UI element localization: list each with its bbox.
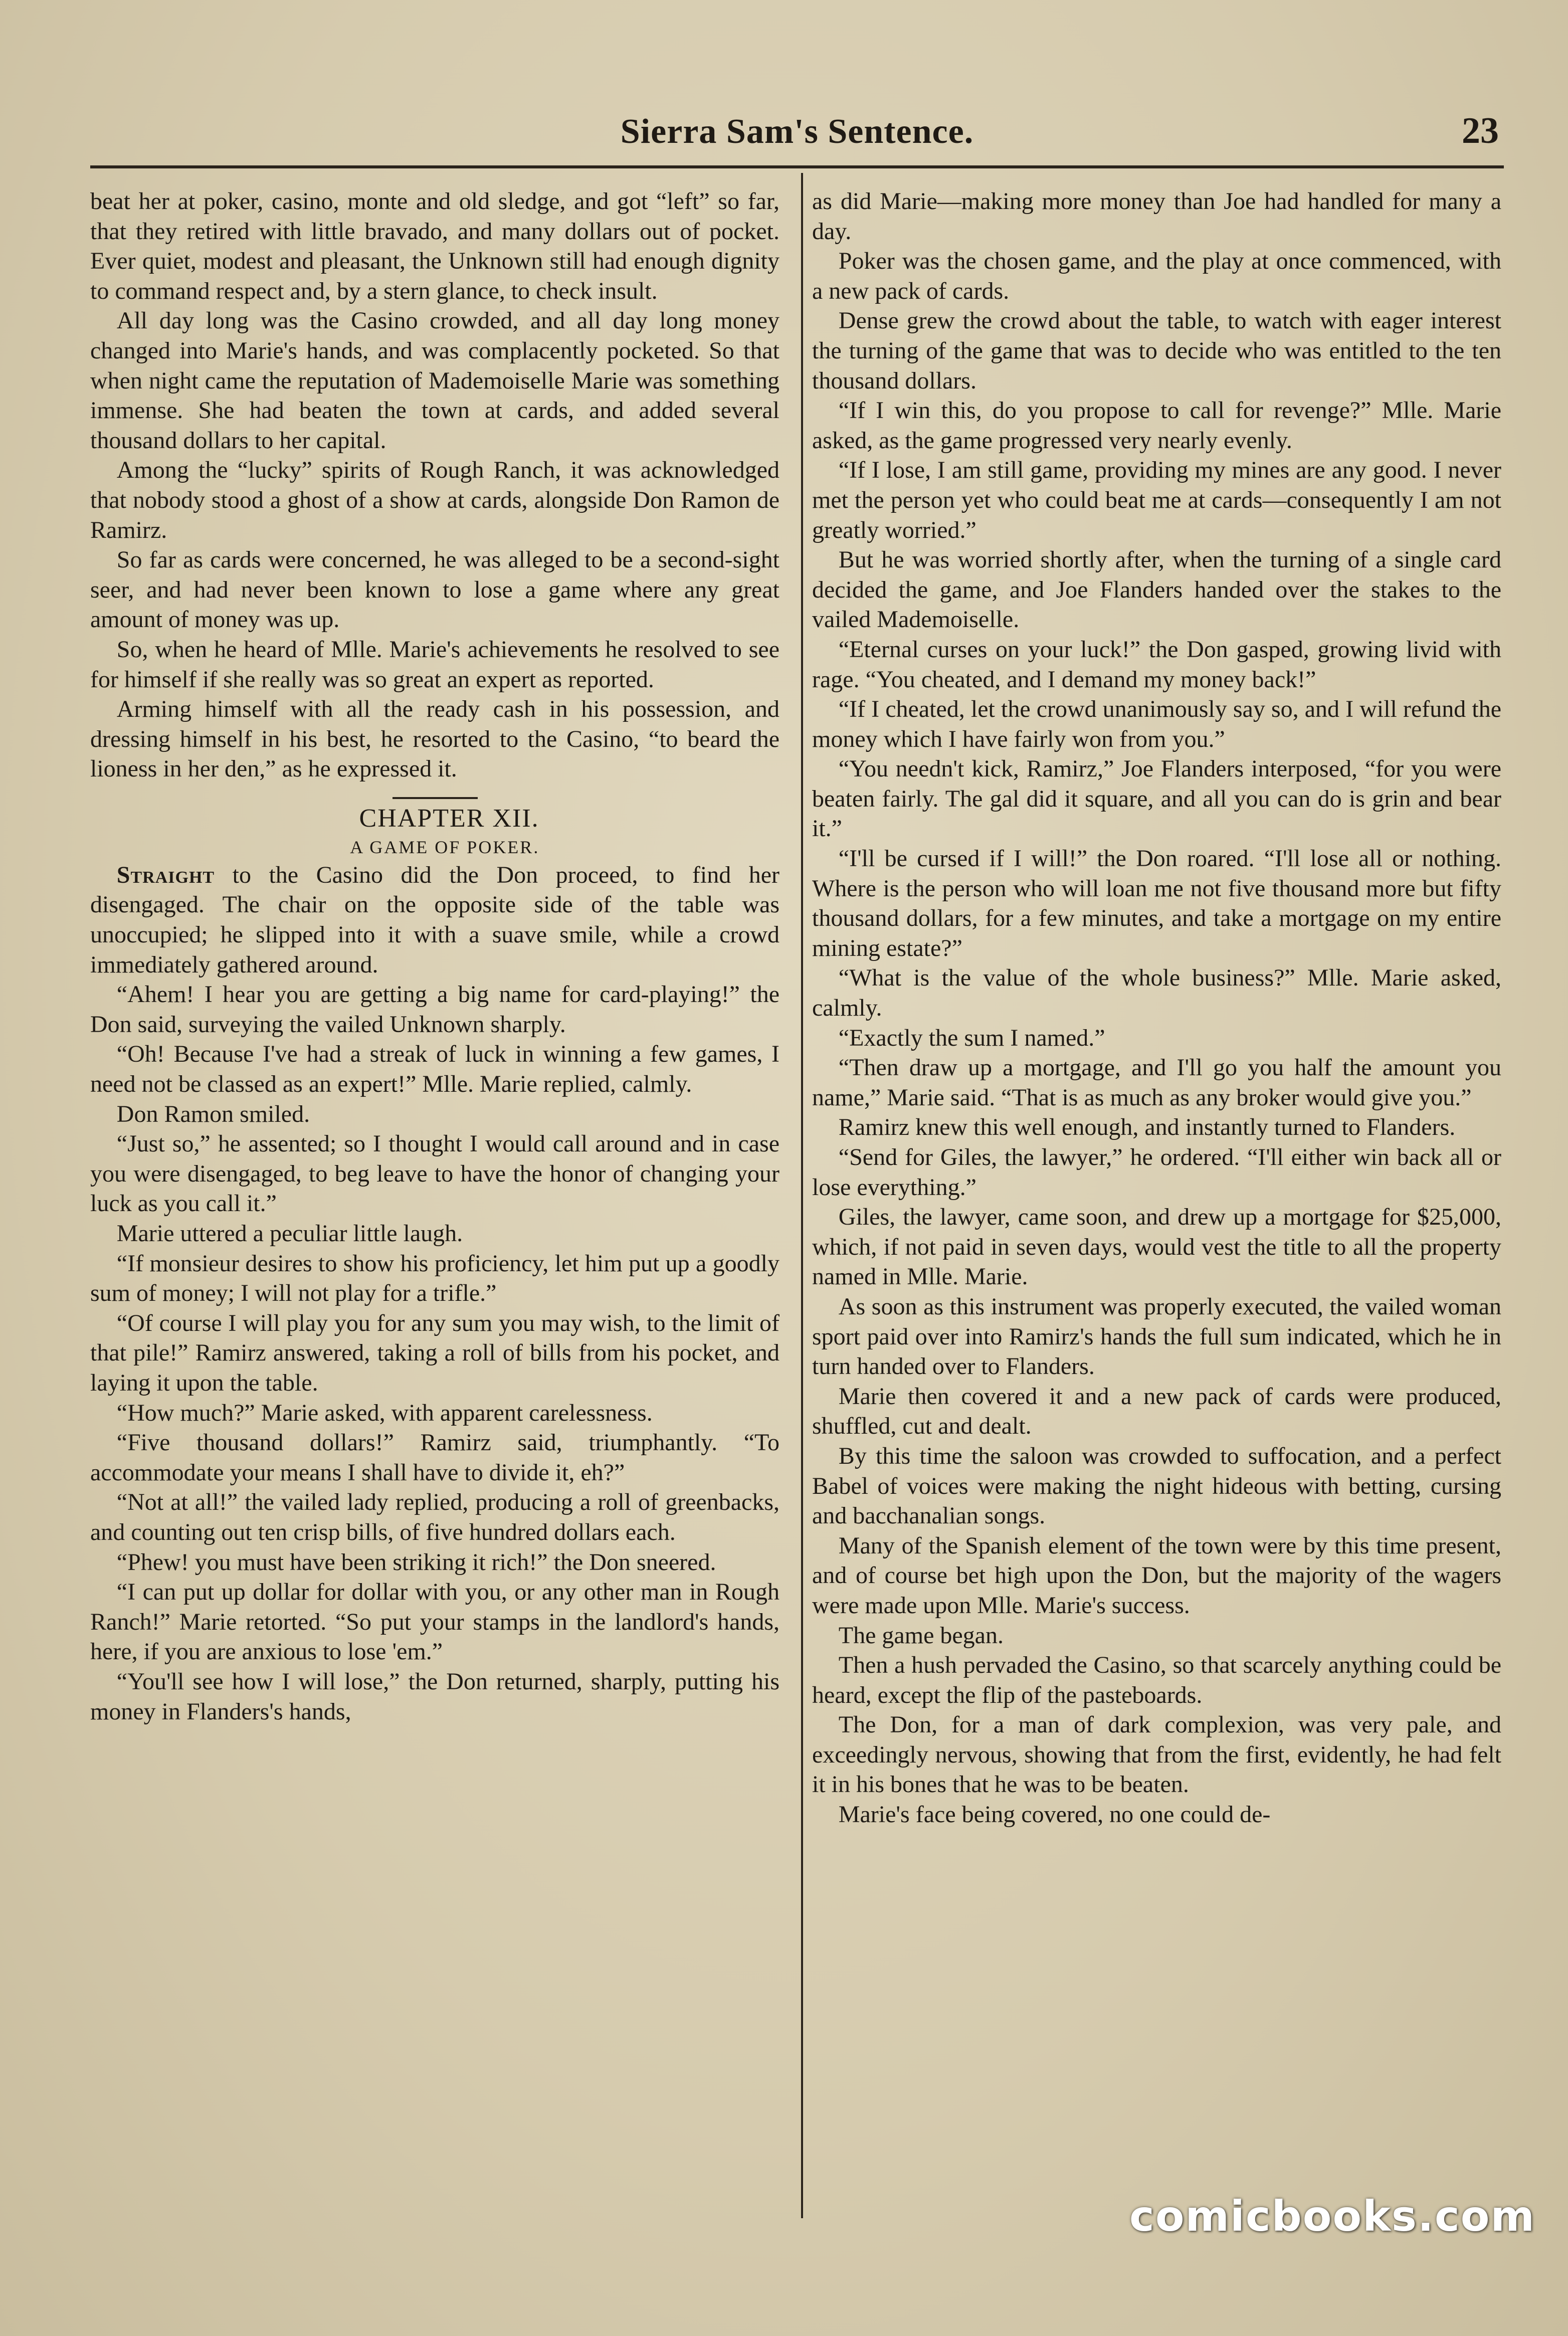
paragraph: Many of the Spanish element of the town were by this time present, and of course bet high upon the Don, but the majority of the wagers were made upon Mlle. Marie's success. [812, 1532, 1501, 1619]
paragraph: “Ahem! I hear you are getting a big name for card-playing!” the Don said, surveying the vailed Unknown sharply. [90, 981, 779, 1038]
paragraph: But he was worried shortly after, when the turning of a single card decided the game, and Joe Flanders handed over the stakes to the vailed Mademoiselle. [812, 546, 1501, 633]
paragraph: “Of course I will play you for any sum you may wish, to the limit of that pile!” Ramirz answered, taking a roll of bills from his pocket, and laying it upon the table. [90, 1309, 779, 1396]
paragraph: Ramirz knew this well enough, and instantly turned to Flanders. [838, 1114, 1456, 1141]
left-column [90, 186, 779, 2207]
watermark: comicbooks.com [1129, 2192, 1535, 2241]
paragraph: “Not at all!” the vailed lady replied, producing a roll of greenbacks, and counting out ten crisp bills, of five hundred dollars each. [90, 1489, 779, 1545]
paragraph: “You needn't kick, Ramirz,” Joe Flanders interposed, “for you were beaten fairly. The gal did it square, and all you can do is grin and bear it.” [812, 755, 1501, 842]
paragraph: Arming himself with all the ready cash in his possession, and dressing himself in his best, he resorted to the Casino, “to beard the lioness in her den,” as he expressed it. [90, 696, 779, 783]
paragraph: Giles, the lawyer, came soon, and drew up a mortgage for $25,000, which, if not paid in seven days, would vest the title to all the property named in Mlle. Marie. [812, 1204, 1501, 1290]
paragraph: Marie then covered it and a new pack of cards were produced, shuffled, cut and dealt. [812, 1383, 1501, 1440]
paragraph: Then a hush pervaded the Casino, so that scarcely anything could be heard, except the flip of the pasteboards. [812, 1652, 1501, 1708]
paragraph: Don Ramon smiled. [116, 1100, 310, 1127]
chapter-title: CHAPTER XII. [359, 804, 539, 833]
column-divider [801, 173, 803, 2218]
header-rule [90, 165, 1504, 168]
paragraph: “Then draw up a mortgage, and I'll go you half the amount you name,” Marie said. “That is as much as any broker would give you.” [812, 1054, 1501, 1111]
paragraph: “Exactly the sum I named.” [838, 1024, 1105, 1051]
paragraph: “I can put up dollar for dollar with you, or any other man in Rough Ranch!” Marie retorted. “So put your stamps in the landlord's hands, here, if you are anxious to lose 'em.” [90, 1579, 779, 1665]
chapter-rule [393, 797, 478, 799]
paragraph: So, when he heard of Mlle. Marie's achievements he resolved to see for himself if she really was so great an expert as reported. [90, 636, 779, 693]
lead-rest: to the Casino did the Don proceed, to find her disengaged. The chair on the opposite side of the table was unoccupied; he slipped into it with a suave smile, while a crowd immediately gathered around. [90, 861, 779, 978]
paragraph: The game began. [838, 1622, 1004, 1649]
paragraph: Dense grew the crowd about the table, to watch with eager interest the turning of the game that was to decide who was entitled to the ten thousand dollars. [812, 307, 1501, 394]
paragraph: “I'll be cursed if I will!” the Don roared. “I'll lose all or nothing. Where is the person who will loan me not five thousand more but fifty thousand dollars, for a few minutes, and take a mortgage on my entire mining estate?” [812, 845, 1501, 961]
paragraph: “Five thousand dollars!” Ramirz said, triumphantly. “To accommodate your means I shall have to divide it, eh?” [90, 1429, 779, 1486]
paragraph: “If I lose, I am still game, providing my mines are any good. I never met the person yet who could beat me at cards—consequently I am not greatly worried.” [812, 457, 1501, 543]
right-column [812, 186, 1501, 2207]
paragraph: “If I win this, do you propose to call for revenge?” Mlle. Marie asked, as the game progressed very nearly evenly. [812, 397, 1501, 454]
paragraph: “Send for Giles, the lawyer,” he ordered. “I'll either win back all or lose everything.” [812, 1144, 1501, 1201]
paragraph: “What is the value of the whole business?” Mlle. Marie asked, calmly. [812, 964, 1501, 1022]
paragraph: Marie uttered a peculiar little laugh. [116, 1220, 463, 1247]
paragraph: “Oh! Because I've had a streak of luck in winning a few games, I need not be classed as an expert!” Mlle. Marie replied, calmly. [90, 1041, 779, 1098]
paragraph: So far as cards were concerned, he was alleged to be a second-sight seer, and had never been known to lose a game where any great amount of money was up. [90, 546, 779, 633]
paragraph: All day long was the Casino crowded, and all day long money changed into Marie's hands, and was complacently pocketed. So that when night came the reputation of Mademoiselle Marie was something immense. She had beaten the town at cards, and added several thousand dollars to her capital. [90, 307, 779, 454]
paragraph: Marie's face being covered, no one could de- [838, 1801, 1271, 1828]
paragraph: beat her at poker, casino, monte and old sledge, and got “left” so far, that they retired with little bravado, and many dollars out of pocket. Ever quiet, modest and pleasant, the Unknown still had enough dignity to command respect and, by a stern glance, to check insult. [90, 188, 779, 304]
chapter-subtitle: A GAME OF POKER. [350, 837, 540, 857]
paragraph: “You'll see how I will lose,” the Don returned, sharply, putting his money in Flanders's hands, [90, 1668, 779, 1725]
paragraph: “If I cheated, let the crowd unanimously say so, and I will refund the money which I have fairly won from you.” [812, 696, 1501, 752]
lead-word: Straight [116, 861, 215, 888]
paragraph: By this time the saloon was crowded to suffocation, and a perfect Babel of voices were making the night hideous with betting, cursing and bacchanalian songs. [812, 1442, 1501, 1529]
paragraph: Among the “lucky” spirits of Rough Ranch, it was acknowledged that nobody stood a ghost of a show at cards, alongside Don Ramon de Ramirz. [90, 457, 779, 543]
chapter-opening-paragraph [90, 860, 779, 980]
paragraph: “Phew! you must have been striking it rich!” the Don sneered. [116, 1548, 716, 1576]
paragraph: As soon as this instrument was properly executed, the vailed woman sport paid over into Ramirz's hands the full sum indicated, which he in turn handed over to Flanders. [812, 1293, 1501, 1380]
paragraph: “How much?” Marie asked, with apparent carelessness. [116, 1399, 653, 1426]
running-header [90, 108, 1504, 158]
paragraph: “Eternal curses on your luck!” the Don gasped, growing livid with rage. “You cheated, and I demand my money back!” [812, 636, 1501, 693]
paragraph: “Just so,” he assented; so I thought I would call around and in case you were disengaged, to beg leave to have the honor of changing your luck as you call it.” [90, 1130, 779, 1217]
running-title: Sierra Sam's Sentence. [620, 112, 974, 151]
paragraph: as did Marie—making more money than Joe had handled for many a day. [812, 188, 1501, 245]
page-number: 23 [1462, 110, 1499, 151]
paragraph: The Don, for a man of dark complexion, was very pale, and exceedingly nervous, showing that from the first, evidently, he had felt it in his bones that he was to be beaten. [812, 1711, 1501, 1798]
paragraph: Poker was the chosen game, and the play at once commenced, with a new pack of cards. [812, 248, 1501, 304]
paragraph: “If monsieur desires to show his proficiency, let him put up a goodly sum of money; I will not play for a trifle.” [90, 1250, 779, 1307]
